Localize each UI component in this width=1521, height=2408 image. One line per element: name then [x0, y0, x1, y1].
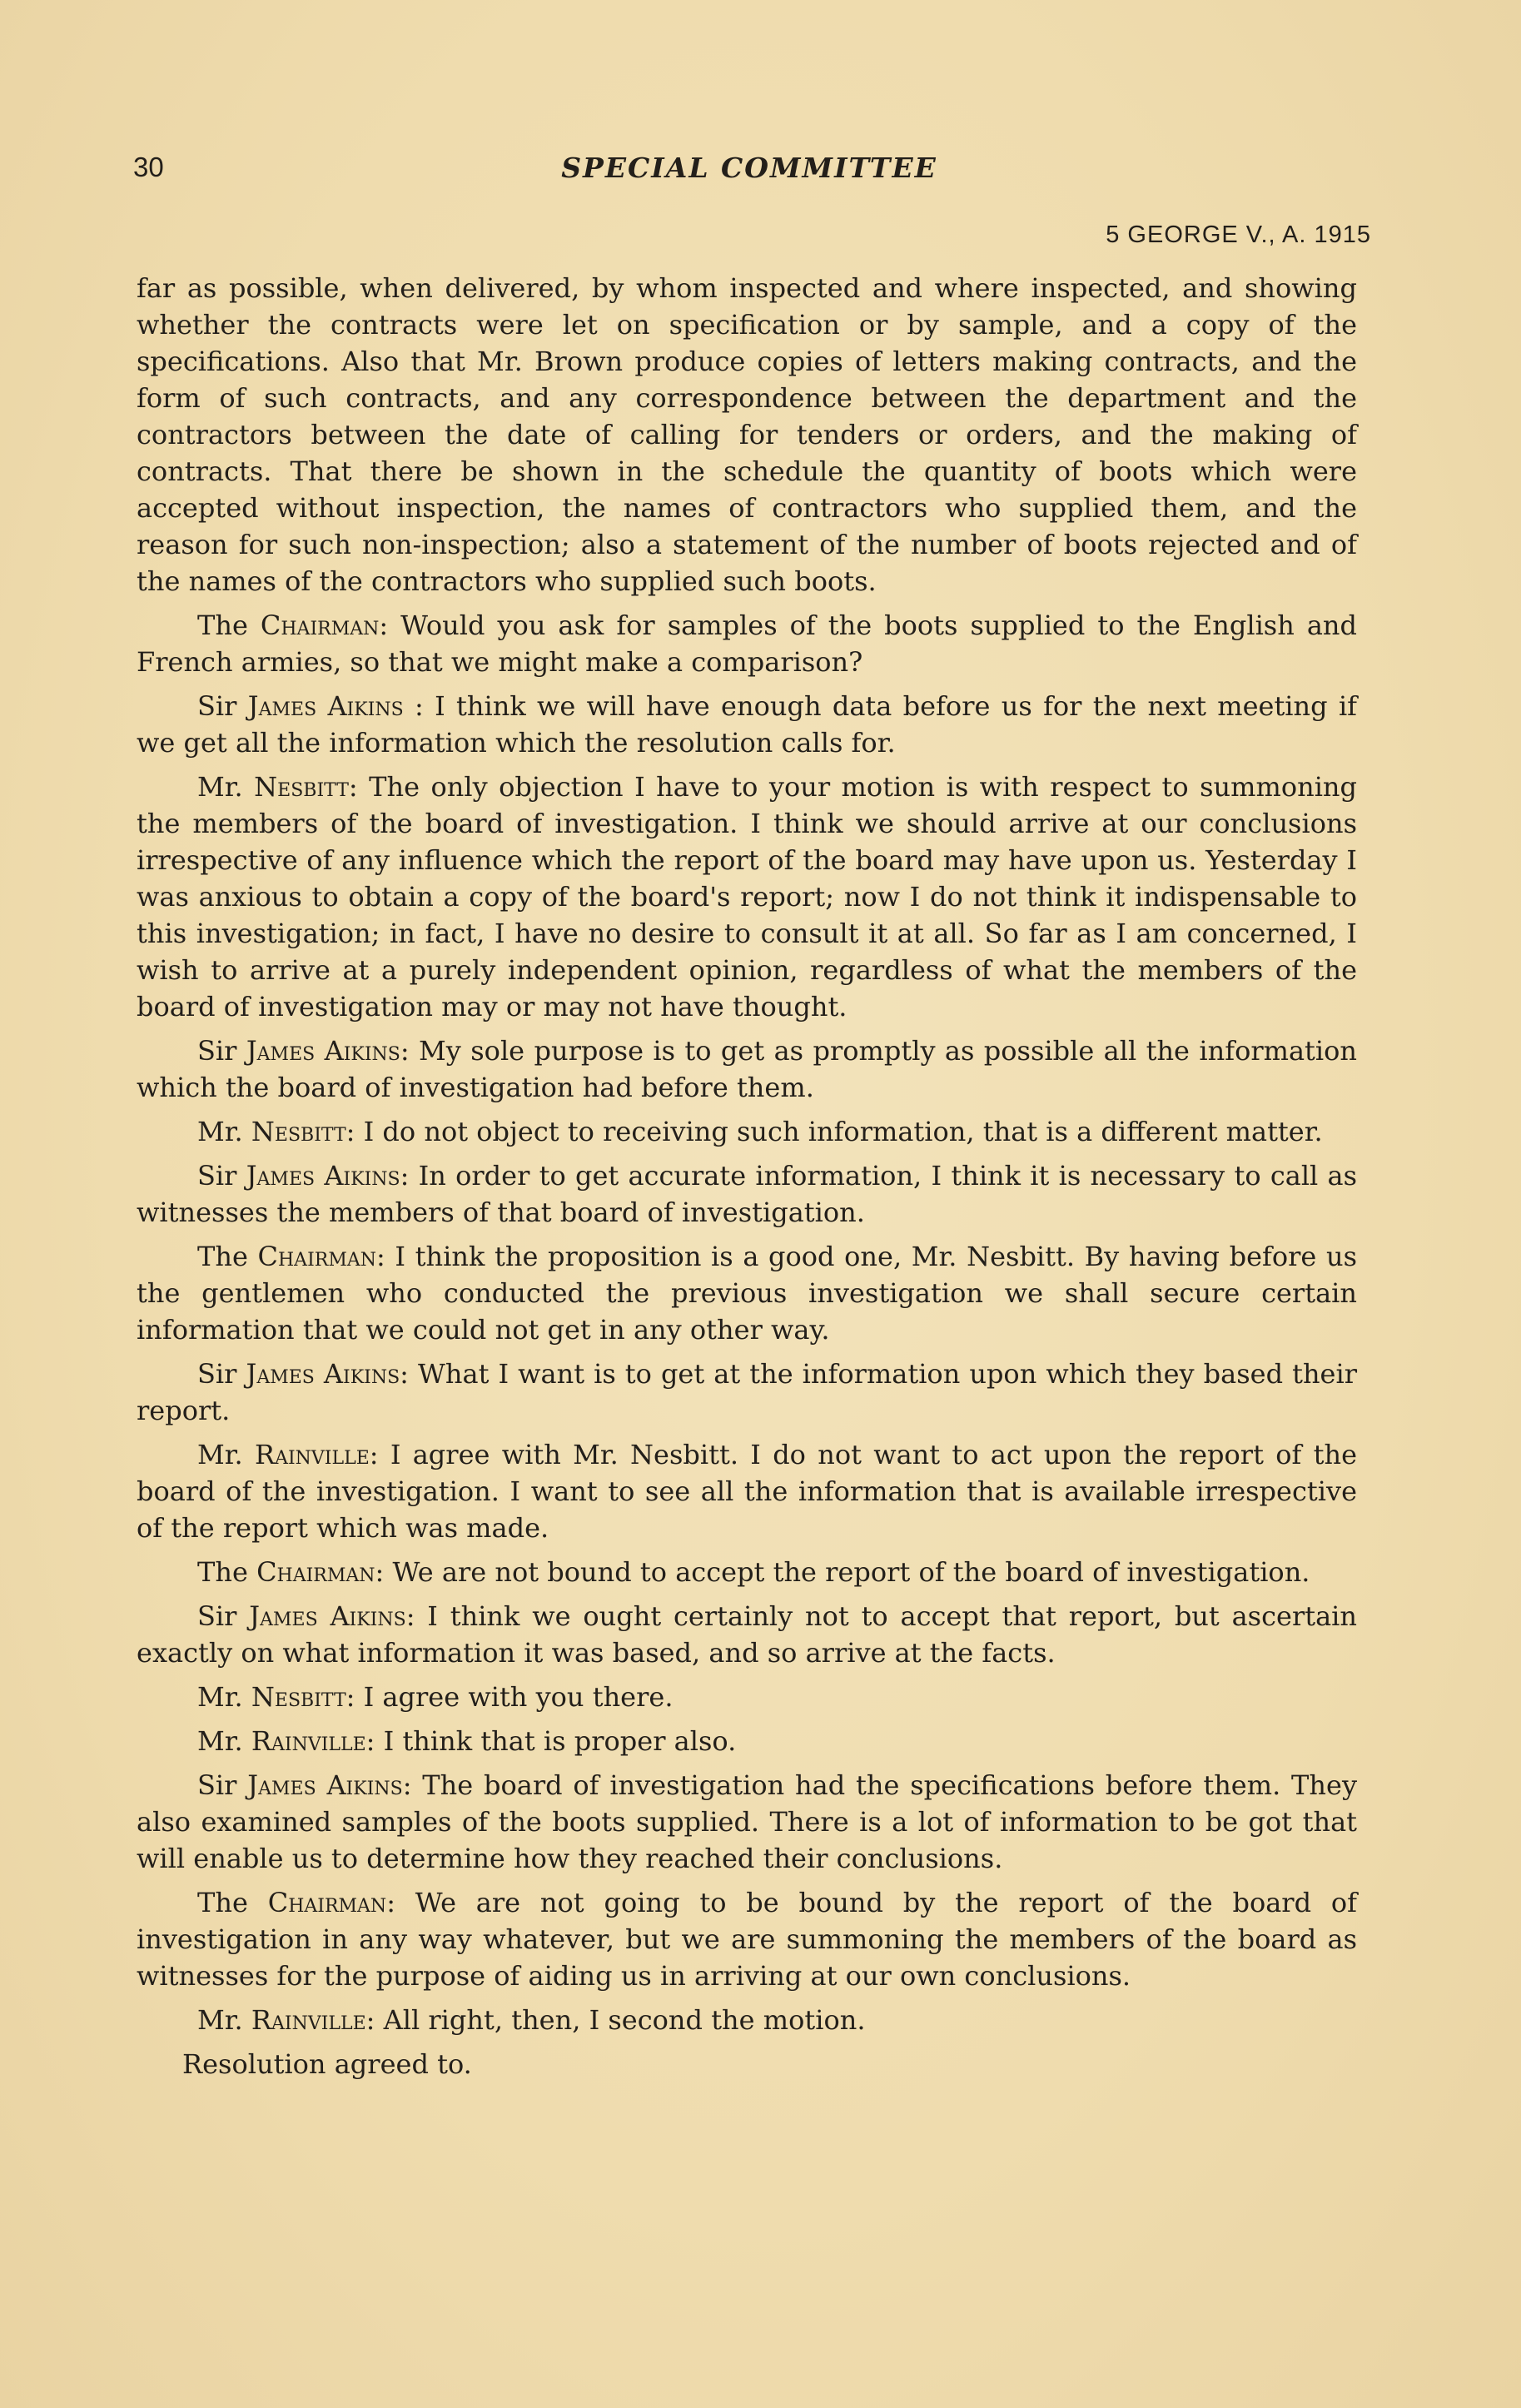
speaker-separator: : — [365, 1725, 384, 1757]
speaker-separator: : — [403, 690, 435, 722]
speech-text: I think the proposition is a good one, Mr. Nesbitt. By having before us the gentlemen who conducted the previous investigation we shall secure certain information that we could not get in any other way. — [137, 1241, 1358, 1346]
speaker-name: James Aikins — [246, 1160, 400, 1192]
speaker-separator: : — [402, 1769, 423, 1801]
speaker-title: Sir — [197, 1600, 237, 1632]
speech-text: What I want is to get at the information upon which they based their report. — [137, 1358, 1358, 1426]
speaker-title: Sir — [197, 1035, 237, 1067]
session-label: 5 GEORGE V., A. 1915 — [1106, 221, 1371, 248]
speaker-separator: : — [400, 1160, 419, 1192]
speaker-title: Sir — [197, 1358, 237, 1390]
speech-text: Would you ask for samples of the boots supplied to the English and French armies, so that we might make a comparison? — [137, 609, 1357, 678]
speaker-separator: : — [375, 1556, 393, 1588]
speaker-name: Rainville — [254, 1439, 370, 1470]
speech-paragraph — [137, 1598, 1357, 1671]
speech-text: The board of investigation had the specifications before them. They also examined samples of the boots supplied. There is a lot of information to be got that will enable us to determine how they reached their conclusions. — [137, 1769, 1358, 1874]
speaker-title: The — [197, 1887, 248, 1918]
speech-paragraph — [137, 1238, 1357, 1348]
speaker-separator: : — [345, 1116, 364, 1147]
speech-paragraph — [137, 607, 1357, 680]
speaker-name: James Aikins — [246, 1358, 400, 1390]
speaker-separator: : — [376, 1241, 395, 1272]
speech-text: We are not going to be bound by the report of the board of investigation in any way whatever, but we are summoning the members of the board as witnesses for the purpose of aiding us in arriving at our own conclusions. — [137, 1887, 1358, 1992]
speech-paragraph — [137, 688, 1357, 761]
speaker-separator: : — [400, 1035, 420, 1067]
continued-paragraph: far as possible, when delivered, by whom inspected and where inspected, and showing whether the contracts were let on specification or by sample, and a copy of the specifications. Also that Mr. Brown produce copies of letters making contracts, and the form of such contracts, and any correspondence between the department and the contractors between the date of calling for tenders or orders, and the making of contracts. That there be shown in the schedule the quantity of boots which were accepted without inspection, the names of contractors who supplied them, and the reason for such non-inspection; also a statement of the number of boots rejected and of the names of the contractors who supplied such boots. — [137, 272, 1357, 597]
speech-text: The only objection I have to your motion is with respect to summoning the members of the board of investigation. I think we should arrive at our conclusions irrespective of any influence which the report of the board may have upon us. Yesterday I was anxious to obtain a copy of the board's report; now I do not think it indispensable to this investigation; in fact, I have no desire to consult it at all. So far as I am concerned, I wish to arrive at a purely independent opinion, regardless of what the members of the board of investigation may or may not have thought. — [137, 771, 1358, 1022]
speaker-separator: : — [369, 1439, 390, 1470]
speaker-separator: : — [405, 1600, 428, 1632]
speech-text: I think that is proper also. — [383, 1725, 737, 1757]
speaker-title: Sir — [197, 690, 237, 722]
page-header — [133, 152, 1365, 193]
page-number: 30 — [133, 152, 164, 182]
speech-paragraph — [137, 1032, 1357, 1106]
speech-paragraph — [137, 1554, 1357, 1590]
speech-text: We are not bound to accept the report of the board of investigation. — [392, 1556, 1310, 1588]
speaker-name: Rainville — [251, 1725, 366, 1757]
speaker-name: Nesbitt — [251, 1681, 346, 1713]
speech-paragraph — [137, 1113, 1357, 1150]
speech-text: I agree with you there. — [363, 1681, 674, 1713]
speaker-name: Nesbitt — [254, 771, 349, 803]
speaker-separator: : — [386, 1887, 415, 1918]
speech-text: In order to get accurate information, I think it is necessary to call as witnesses the members of that board of investigation. — [137, 1160, 1358, 1228]
speech-paragraph — [137, 1356, 1357, 1429]
speaker-separator: : — [348, 771, 370, 803]
speaker-separator: : — [345, 1681, 364, 1713]
speech-paragraph — [137, 1679, 1357, 1715]
speaker-name: Chairman — [256, 1556, 375, 1588]
speaker-name: Chairman — [267, 1887, 387, 1918]
speaker-name: James Aikins — [247, 690, 404, 722]
speech-paragraph — [137, 1436, 1357, 1546]
speaker-title: Mr. — [197, 1116, 243, 1147]
speaker-name: James Aikins — [246, 1035, 400, 1067]
speech-list — [137, 607, 1357, 2038]
speaker-title: Mr. — [197, 2004, 243, 2036]
speaker-separator: : — [400, 1358, 418, 1390]
speaker-name: Rainville — [251, 2004, 366, 2036]
speech-text: I think we ought certainly not to accept that report, but ascertain exactly on what information it was based, and so arrive at the facts. — [137, 1600, 1358, 1669]
speech-text: I do not object to receiving such information, that is a different matter. — [363, 1116, 1323, 1147]
speech-text: I agree with Mr. Nesbitt. I do not want to act upon the report of the board of the investigation. I want to see all the information that is available irrespective of the report which was made. — [137, 1439, 1358, 1544]
running-head: SPECIAL COMMITTEE — [561, 152, 937, 184]
body-text — [137, 270, 1357, 2090]
speaker-name: Chairman — [257, 1241, 376, 1272]
speech-paragraph — [137, 1767, 1357, 1877]
speaker-title: Sir — [197, 1769, 237, 1801]
speaker-title: The — [197, 1556, 248, 1588]
speaker-name: James Aikins — [249, 1600, 406, 1632]
speaker-title: Sir — [197, 1160, 237, 1192]
speech-paragraph — [137, 1157, 1357, 1231]
speaker-title: Mr. — [197, 771, 243, 803]
speaker-title: Mr. — [197, 1681, 243, 1713]
speech-text: My sole purpose is to get as promptly as possible all the information which the board of investigation had before them. — [137, 1035, 1358, 1103]
speaker-separator: : — [379, 609, 401, 641]
speech-text: I think we will have enough data before us for the next meeting if we get all the information which the resolution calls for. — [137, 690, 1358, 759]
speech-paragraph — [137, 769, 1357, 1025]
speaker-name: Nesbitt — [251, 1116, 346, 1147]
speech-paragraph — [137, 1723, 1357, 1759]
speech-paragraph — [137, 2002, 1357, 2038]
speaker-title: The — [197, 609, 248, 641]
speaker-title: Mr. — [197, 1725, 243, 1757]
speaker-name: James Aikins — [247, 1769, 403, 1801]
speech-text: All right, then, I second the motion. — [383, 2004, 866, 2036]
speaker-title: The — [197, 1241, 248, 1272]
speech-paragraph — [137, 1884, 1357, 1994]
speaker-name: Chairman — [260, 609, 380, 641]
speaker-separator: : — [365, 2004, 384, 2036]
speaker-title: Mr. — [197, 1439, 243, 1470]
closing-line: Resolution agreed to. — [182, 2048, 472, 2080]
